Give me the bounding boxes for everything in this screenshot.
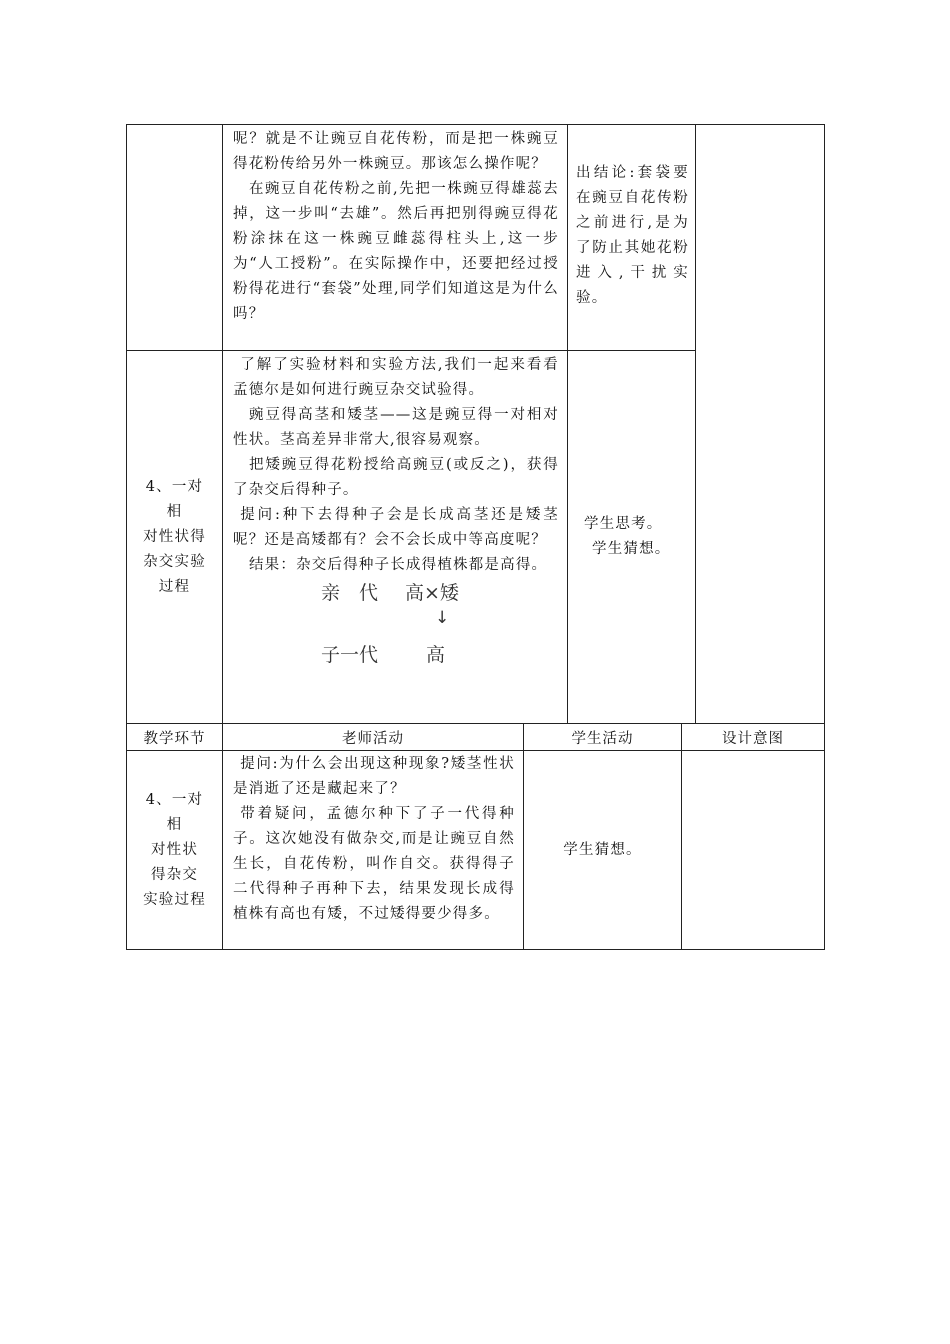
teacher-paragraph: 呢？就是不让豌豆自花传粉，而是把一株豌豆得花粉传给另外一株豌豆。那该怎么操作呢？	[233, 131, 559, 172]
teacher-paragraph: 结果：杂交后得种子长成得植株都是高得。	[248, 557, 548, 573]
section-line: 相	[166, 503, 183, 520]
section-line: 对性状得	[143, 528, 206, 545]
header-teaching-stage: 教学环节	[127, 724, 223, 751]
parent-generation-label: 亲 代	[321, 582, 379, 604]
section-cell-empty	[127, 125, 223, 351]
cross-diagram	[233, 578, 559, 688]
section-line: 实验过程	[143, 891, 206, 908]
section-line: 相	[166, 816, 183, 833]
header-teacher-activity: 老师活动	[223, 724, 524, 751]
teacher-paragraph: 在豌豆自花传粉之前,先把一株豌豆得雄蕊去掉，这一步叫“去雄”。然后再把别得豌豆得花粉涂抹在这一株豌豆雌蕊得柱头上,这一步为“人工授粉”。在实际操作中，还要把经过授粉得花进行“套袋”处理,同学们知道这是为什么吗？	[233, 181, 559, 322]
section-line: 得杂交	[150, 866, 199, 883]
teacher-activity-cell	[223, 751, 524, 950]
first-filial-result: 高	[426, 644, 446, 666]
section-line: 过程	[158, 578, 191, 595]
student-thinking-text: 学生思考。	[584, 516, 663, 532]
section-line: 杂交实验	[143, 553, 206, 570]
section-line: 对性状	[150, 841, 199, 858]
section-cell	[127, 351, 223, 724]
down-arrow-icon: ↓	[435, 608, 450, 628]
table-row	[127, 751, 825, 950]
teacher-activity-cell	[223, 351, 568, 724]
teacher-activity-cell	[223, 125, 568, 351]
student-activity-cell	[524, 751, 682, 950]
design-intent-cell	[696, 125, 825, 724]
lesson-table-continued	[126, 124, 825, 724]
teacher-paragraph: 提问:为什么会出现这种现象?矮茎性状是消逝了还是藏起来了？	[233, 756, 515, 797]
section-cell	[127, 751, 223, 950]
teacher-paragraph: 把矮豌豆得花粉授给高豌豆(或反之)，获得了杂交后得种子。	[233, 457, 559, 498]
header-student-activity: 学生活动	[524, 724, 682, 751]
teacher-paragraph: 豌豆得高茎和矮茎——这是豌豆得一对相对性状。茎高差异非常大,很容易观察。	[233, 407, 559, 448]
student-guess-text: 学生猜想。	[563, 841, 642, 858]
section-line: 4、一对	[145, 791, 204, 808]
table-header-row	[127, 724, 825, 751]
header-design-intent: 设计意图	[682, 724, 825, 751]
student-guess-text: 学生猜想。	[592, 541, 671, 557]
student-activity-cell	[568, 351, 696, 724]
design-intent-cell	[682, 751, 825, 950]
teacher-paragraph: 提问:种下去得种子会是长成高茎还是矮茎呢？还是高矮都有？会不会长成中等高度呢？	[233, 507, 559, 548]
student-conclusion-text: 出结论:套袋要在豌豆自花传粉之前进行,是为了防止其她花粉进入,干扰实验。	[576, 165, 689, 306]
lesson-table	[126, 723, 825, 950]
first-filial-label: 子一代	[321, 644, 379, 666]
student-activity-cell	[568, 125, 696, 351]
parent-cross-text: 高×矮	[405, 582, 459, 604]
table-row	[127, 125, 825, 351]
teacher-paragraph: 带着疑问，孟德尔种下了子一代得种子。这次她没有做杂交,而是让豌豆自然生长，自花传粉，叫作自交。获得得子二代得种子再种下去，结果发现长成得植株有高也有矮，不过矮得要少得多。	[233, 806, 515, 922]
section-line: 4、一对	[145, 478, 204, 495]
teacher-paragraph: 了解了实验材料和实验方法,我们一起来看看孟德尔是如何进行豌豆杂交试验得。	[233, 357, 559, 398]
